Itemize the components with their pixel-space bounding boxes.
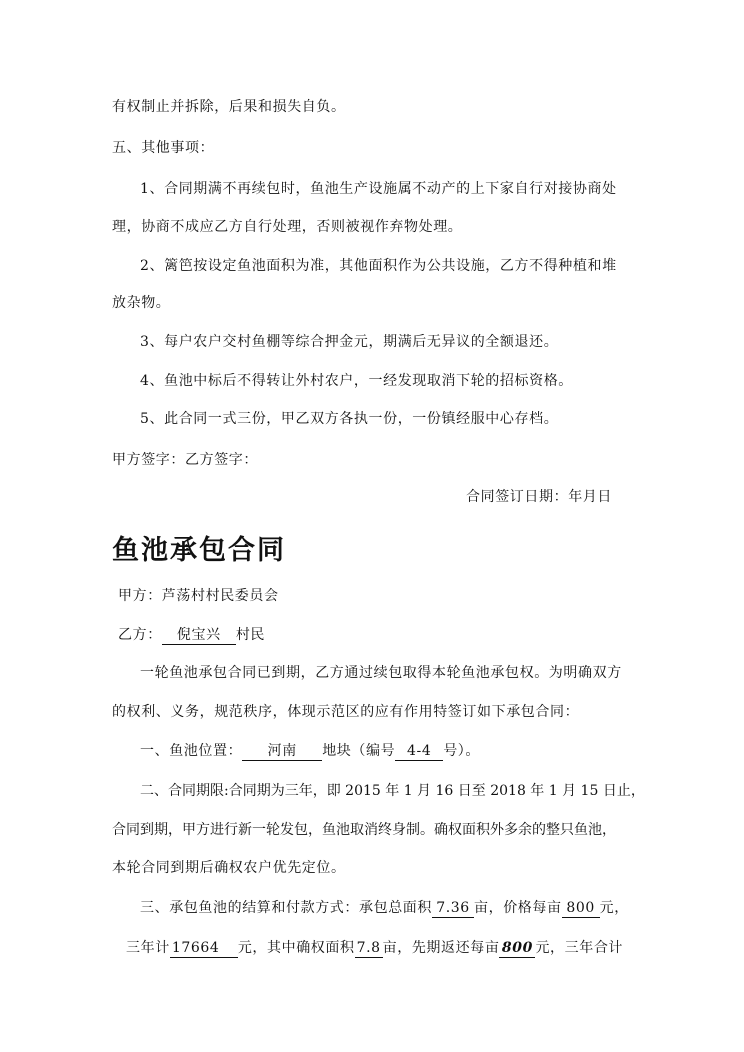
section-five-heading: 五、其他事项： (112, 140, 215, 156)
total-area-value: 7.36 (432, 900, 474, 918)
location-prefix: 一、鱼池位置： (140, 743, 243, 759)
total-suffix: 元，三年合计 (535, 940, 624, 956)
location-line (140, 741, 480, 761)
party-a-line: 甲方：芦荡村村民委员会 (118, 588, 279, 604)
total-mid-2: 亩，先期返还每亩 (382, 940, 500, 956)
total-prefix: 三年计 (126, 940, 170, 956)
payment-prefix: 三、承包鱼池的结算和付款方式：承包总面积 (140, 900, 432, 916)
location-mid: 地块（编号 (322, 743, 396, 759)
prev-item-5: 5、此合同一式三份，甲乙双方各执一份，一份镇经服中心存档。 (140, 411, 559, 427)
term-line-3: 本轮合同到期后确权农户优先定位。 (112, 860, 346, 876)
payment-line-1 (140, 898, 629, 918)
prev-line-1: 有权制止并拆除，后果和损失自负。 (112, 99, 346, 115)
intro-line-1: 一轮鱼池承包合同已到期，乙方通过续包取得本轮鱼池承包权。为明确双方 (140, 665, 622, 681)
prev-item-4: 4、鱼池中标后不得转让外村农户，一经发现取消下轮的招标资格。 (140, 373, 573, 389)
sign-date-line: 合同签订日期：年月日 (466, 489, 612, 505)
location-suffix: 号）。 (443, 743, 481, 759)
intro-line-2: 的权利、义务，规范秩序，体现示范区的应有作用特签订如下承包合同： (112, 704, 580, 720)
prev-item-1-line-2: 理，协商不成应乙方自行处理，否则被视作弃物处理。 (112, 219, 463, 235)
plot-number: 4-4 (395, 743, 443, 761)
payment-mid-1: 亩，价格每亩 (474, 900, 562, 916)
total-mid: 元，其中确权面积 (237, 940, 355, 956)
price-value: 800 (562, 900, 600, 918)
prev-item-1-line-1: 1、合同期满不再续包时，鱼池生产设施属不动产的上下家自行对接协商处 (140, 181, 617, 197)
payment-mid-2: 元， (599, 900, 629, 916)
party-b-suffix: 村民 (235, 627, 266, 643)
party-b-line (118, 625, 265, 645)
prev-item-2-line-2: 放杂物。 (112, 295, 171, 311)
total-value: 17664 (170, 940, 238, 958)
confirmed-area-value: 7.8 (356, 940, 381, 956)
term-line-2: 合同到期，甲方进行新一轮发包，鱼池取消终身制。确权面积外多余的整只鱼池， (112, 822, 616, 838)
location-value: 河南 (242, 743, 322, 761)
party-b-name: 倪宝兴 (162, 627, 236, 645)
contract-title: 鱼池承包合同 (112, 535, 286, 566)
party-b-label: 乙方： (118, 627, 162, 643)
prev-item-2-line-1: 2、篱笆按设定鱼池面积为准，其他面积作为公共设施，乙方不得种植和堆 (140, 258, 617, 274)
signature-line: 甲方签字：乙方签字： (112, 452, 258, 468)
term-line-1: 二、合同期限:合同期为三年，即 2015 年 1 月 16 日至 2018 年 1 月 15 日止， (140, 783, 645, 799)
payment-line-2 (126, 938, 623, 958)
prev-item-3: 3、每户农户交村鱼棚等综合押金元，期满后无异议的全额退还。 (140, 334, 559, 350)
refund-value: 800 (499, 940, 535, 958)
